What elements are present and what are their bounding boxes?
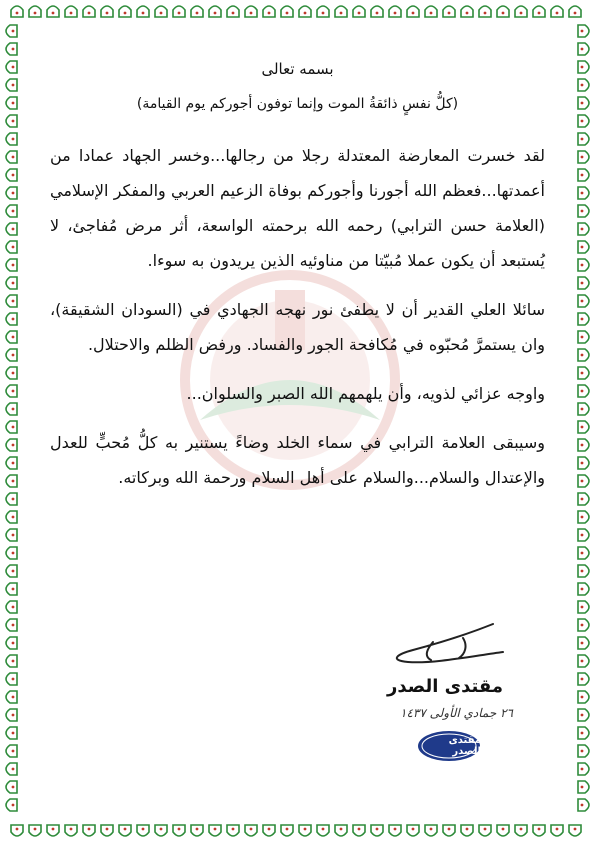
border-motif-icon: [6, 529, 17, 541]
border-motif-icon: [245, 825, 257, 836]
border-motif-icon: [578, 763, 589, 775]
border-motif-icon: [371, 825, 383, 836]
border-motif-icon: [227, 6, 239, 17]
letter-content: [50, 60, 545, 509]
paragraph-3: واوجه عزائي لذويه، وأن يلهمهم الله الصبر والسلوان...: [186, 384, 545, 403]
border-motif-icon: [6, 331, 17, 343]
border-motif-icon: [6, 547, 17, 559]
border-motif-icon: [6, 97, 17, 109]
border-motif-icon: [461, 6, 473, 17]
border-motif-icon: [569, 825, 581, 836]
border-motif-icon: [6, 313, 17, 325]
border-motif-icon: [353, 6, 365, 17]
border-motif-icon: [6, 781, 17, 793]
border-motif-icon: [578, 421, 589, 433]
border-motif-icon: [6, 763, 17, 775]
quran-verse: (كلُّ نفسٍ ذائقةُ الموت وإنما توفون أجوركم يوم القيامة): [136, 96, 459, 112]
border-motif-icon: [47, 825, 59, 836]
border-motif-icon: [173, 6, 185, 17]
border-motif-icon: [578, 43, 589, 55]
border-motif-icon: [578, 187, 589, 199]
border-motif-icon: [191, 825, 203, 836]
border-motif-icon: [533, 6, 545, 17]
border-motif-icon: [263, 6, 275, 17]
border-motif-icon: [6, 385, 17, 397]
border-motif-icon: [6, 25, 17, 37]
border-motif-icon: [83, 825, 95, 836]
border-motif-icon: [578, 619, 589, 631]
border-motif-icon: [281, 825, 293, 836]
border-motif-icon: [6, 637, 17, 649]
border-motif-icon: [6, 349, 17, 361]
border-motif-icon: [479, 6, 491, 17]
border-motif-icon: [6, 241, 17, 253]
border-motif-icon: [578, 277, 589, 289]
border-motif-icon: [6, 421, 17, 433]
border-motif-icon: [245, 6, 257, 17]
border-motif-icon: [6, 43, 17, 55]
border-motif-icon: [578, 223, 589, 235]
border-motif-icon: [578, 331, 589, 343]
border-motif-icon: [209, 825, 221, 836]
border-motif-icon: [578, 547, 589, 559]
border-motif-icon: [569, 6, 581, 17]
border-motif-icon: [6, 493, 17, 505]
border-motif-icon: [578, 61, 589, 73]
border-motif-icon: [578, 79, 589, 91]
border-motif-icon: [6, 367, 17, 379]
paragraph-2: سائلا العلي القدير أن لا يطفئ نور نهجه الجهادي في (السودان الشقيقة)، وان يستمرَّ مُحبّوه في مُكافحة الجور والفساد. ورفض الظلم والاحتلال.: [50, 300, 545, 354]
border-motif-icon: [6, 619, 17, 631]
border-motif-icon: [407, 6, 419, 17]
border-motif-icon: [578, 385, 589, 397]
border-motif-icon: [6, 457, 17, 469]
border-motif-icon: [578, 691, 589, 703]
border-motif-icon: [6, 439, 17, 451]
border-motif-icon: [578, 115, 589, 127]
border-motif-icon: [335, 825, 347, 836]
paragraph-4: وسيبقى العلامة الترابي في سماء الخلد وضاءً يستنير به كلُّ مُحبٍّ للعدل والإعتدال والسلام...والسلام على أهل السلام ورحمة الله وبركاته.: [50, 433, 545, 487]
border-motif-icon: [6, 727, 17, 739]
border-motif-icon: [6, 187, 17, 199]
border-motif-icon: [281, 6, 293, 17]
border-motif-icon: [6, 745, 17, 757]
border-motif-icon: [578, 727, 589, 739]
border-motif-icon: [551, 6, 563, 17]
border-motif-icon: [371, 6, 383, 17]
border-motif-icon: [6, 565, 17, 577]
border-motif-icon: [578, 169, 589, 181]
border-motif-icon: [6, 295, 17, 307]
border-motif-icon: [227, 825, 239, 836]
border-motif-icon: [6, 61, 17, 73]
border-motif-icon: [335, 6, 347, 17]
border-motif-icon: [6, 511, 17, 523]
border-motif-icon: [119, 825, 131, 836]
signature-date: ٢٦ جمادي الأولى ١٤٣٧: [400, 706, 513, 720]
border-motif-icon: [299, 6, 311, 17]
border-motif-icon: [578, 799, 589, 811]
border-motif-icon: [578, 241, 589, 253]
border-motif-icon: [6, 691, 17, 703]
border-motif-icon: [353, 825, 365, 836]
border-motif-icon: [578, 565, 589, 577]
border-motif-icon: [155, 6, 167, 17]
border-motif-icon: [137, 825, 149, 836]
border-motif-icon: [6, 403, 17, 415]
border-motif-icon: [578, 205, 589, 217]
border-motif-icon: [479, 825, 491, 836]
border-motif-icon: [389, 825, 401, 836]
border-motif-icon: [578, 637, 589, 649]
border-motif-icon: [578, 97, 589, 109]
border-motif-icon: [6, 655, 17, 667]
border-motif-icon: [6, 115, 17, 127]
border-motif-icon: [578, 133, 589, 145]
border-motif-icon: [578, 493, 589, 505]
border-motif-icon: [578, 601, 589, 613]
basmala: بسمه تعالى: [261, 60, 334, 78]
border-motif-icon: [407, 825, 419, 836]
border-motif-icon: [6, 133, 17, 145]
border-motif-icon: [11, 6, 23, 17]
border-motif-icon: [65, 6, 77, 17]
border-motif-icon: [578, 745, 589, 757]
border-motif-icon: [497, 825, 509, 836]
border-motif-icon: [6, 277, 17, 289]
border-motif-icon: [578, 673, 589, 685]
border-motif-icon: [425, 6, 437, 17]
signatory-name: مقتدى الصدر: [386, 676, 503, 697]
border-motif-icon: [6, 205, 17, 217]
border-motif-icon: [6, 601, 17, 613]
seal-text: مقتدى الصدر: [448, 735, 481, 757]
border-motif-icon: [578, 259, 589, 271]
border-motif-icon: [173, 825, 185, 836]
signature-block: [353, 612, 533, 792]
border-motif-icon: [515, 6, 527, 17]
paragraph-1: لقد خسرت المعارضة المعتدلة رجلا من رجالها...وخسر الجهاد عمادا من أعمدتها...فعظم الله أجورنا وأجوركم بوفاة الزعيم العربي والمفكر الإسلامي (العلامة حسن الترابي) رحمه الله برحمته الواسعة، أثر مرض مُفاجئ، لا يُستبعد أن يكون عملا مُبيّتا من مناوئيه الذين يريدون به سوءا.: [50, 146, 545, 270]
border-motif-icon: [6, 673, 17, 685]
border-motif-icon: [299, 825, 311, 836]
border-motif-icon: [578, 151, 589, 163]
border-motif-icon: [101, 6, 113, 17]
border-motif-icon: [533, 825, 545, 836]
border-motif-icon: [263, 825, 275, 836]
border-motif-icon: [389, 6, 401, 17]
border-motif-icon: [6, 475, 17, 487]
border-motif-icon: [578, 583, 589, 595]
border-motif-icon: [461, 825, 473, 836]
border-motif-icon: [47, 6, 59, 17]
border-motif-icon: [11, 825, 23, 836]
border-motif-icon: [6, 583, 17, 595]
border-motif-icon: [6, 799, 17, 811]
border-motif-icon: [578, 529, 589, 541]
border-motif-icon: [551, 825, 563, 836]
border-motif-icon: [443, 6, 455, 17]
border-motif-icon: [119, 6, 131, 17]
border-motif-icon: [515, 825, 527, 836]
border-motif-icon: [317, 825, 329, 836]
border-motif-icon: [6, 223, 17, 235]
border-motif-icon: [137, 6, 149, 17]
border-motif-icon: [6, 169, 17, 181]
border-motif-icon: [155, 825, 167, 836]
border-motif-icon: [578, 781, 589, 793]
border-motif-icon: [101, 825, 113, 836]
border-motif-icon: [6, 709, 17, 721]
border-motif-icon: [578, 439, 589, 451]
border-motif-icon: [497, 6, 509, 17]
border-motif-icon: [65, 825, 77, 836]
border-motif-icon: [29, 6, 41, 17]
border-motif-icon: [83, 6, 95, 17]
border-motif-icon: [578, 367, 589, 379]
border-motif-icon: [191, 6, 203, 17]
border-motif-icon: [6, 151, 17, 163]
border-motif-icon: [443, 825, 455, 836]
border-motif-icon: [578, 403, 589, 415]
border-motif-icon: [578, 511, 589, 523]
border-motif-icon: [578, 457, 589, 469]
border-motif-icon: [29, 825, 41, 836]
border-motif-icon: [578, 349, 589, 361]
border-motif-icon: [578, 313, 589, 325]
border-motif-icon: [425, 825, 437, 836]
border-motif-icon: [6, 79, 17, 91]
border-motif-icon: [578, 25, 589, 37]
border-motif-icon: [209, 6, 221, 17]
border-motif-icon: [578, 655, 589, 667]
border-motif-icon: [317, 6, 329, 17]
border-motif-icon: [578, 295, 589, 307]
border-motif-icon: [578, 709, 589, 721]
border-motif-icon: [6, 259, 17, 271]
handwritten-signature-icon: [373, 612, 523, 672]
border-motif-icon: [578, 475, 589, 487]
